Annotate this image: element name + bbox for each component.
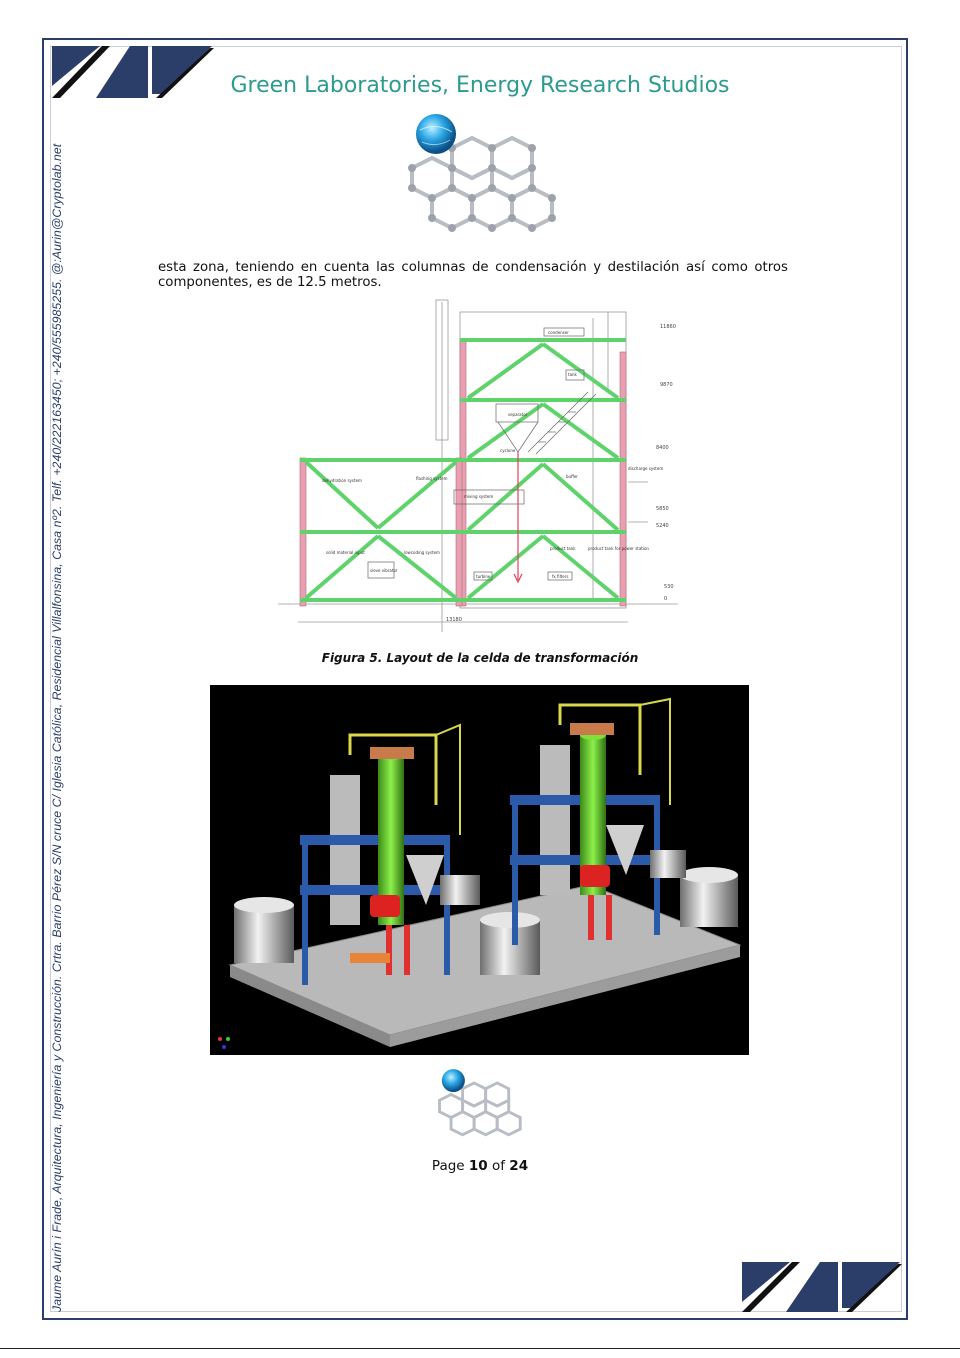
equipment-label: product tank for power station: [588, 546, 649, 551]
equipment-label: lowcoding system: [404, 550, 440, 555]
equipment-label: product tank: [550, 546, 576, 551]
equipment-label: flashing system: [416, 476, 448, 481]
page-total: 24: [509, 1158, 529, 1174]
equipment-label: solid material input: [326, 550, 365, 555]
company-logo-bottom: [742, 1262, 902, 1312]
equipment-label: buffer: [566, 474, 578, 479]
equipment-label: tank: [568, 372, 577, 377]
sidebar-contact-text: Jaume Aurín i Frade, Arquitectura, Ingeniería y Construcción. Crtra. Barrio Pérez S/N cruce C/ Iglesia Católica, Residencial Villalfonsina, Casa nº2. Telf. +240/222163450; +240/555985255. @:Aurin@Cryptolab.net: [50, 143, 64, 1312]
plant-render-image: [210, 685, 749, 1055]
equipment-label: mixing system: [464, 494, 494, 499]
figure5-caption: Figura 5. Layout de la celda de transformación: [321, 651, 639, 665]
figure5-layout-drawing: [268, 292, 688, 634]
equipment-label: sieve vibrator: [370, 568, 398, 573]
dimension-label: 0: [664, 596, 668, 602]
page-title: Green Laboratories, Energy Research Studios: [230, 73, 730, 98]
equipment-label: separator: [508, 412, 528, 417]
dimension-label: 530: [664, 584, 674, 590]
equipment-label: turbine: [476, 574, 491, 579]
molecule-globe-logo: [392, 108, 562, 248]
dimension-label: 5850: [656, 506, 669, 512]
molecule-globe-logo-small: [428, 1064, 526, 1148]
dimension-label: 9870: [660, 382, 673, 388]
dimension-label: 5240: [656, 523, 669, 529]
page-label: Page: [431, 1158, 465, 1174]
width-dimension-label: 13180: [446, 617, 462, 623]
page-of: of: [491, 1158, 505, 1174]
bottom-rule: [0, 1348, 960, 1349]
equipment-label: discharge system: [628, 466, 664, 471]
page-current: 10: [468, 1158, 488, 1174]
dimension-label: 11860: [660, 324, 676, 330]
page-number: [0, 1158, 960, 1174]
equipment-label: cyclone: [500, 448, 516, 453]
figure-3d-plant-render: [210, 685, 749, 1055]
dimension-label: 8400: [656, 445, 669, 451]
equipment-label: fx filters: [552, 574, 569, 579]
body-paragraph: esta zona, teniendo en cuenta las columnas de condensación y destilación así como otros componentes, es de 12.5 metros.: [158, 260, 788, 290]
equipment-label: condenser: [548, 330, 569, 335]
equipment-label: dehydration system: [322, 478, 362, 483]
